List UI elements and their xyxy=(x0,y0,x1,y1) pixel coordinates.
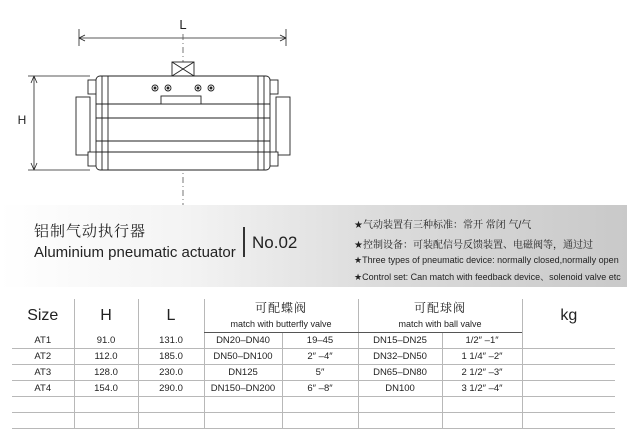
cell-ball-in: 2 1/2″ –3″ xyxy=(442,365,522,381)
cell-size: AT3 xyxy=(12,365,74,381)
cell-size: AT1 xyxy=(12,333,74,349)
cell-butterfly-dn: DN150–DN200 xyxy=(204,381,282,397)
cell-h: 91.0 xyxy=(74,333,138,349)
table-row xyxy=(12,349,615,365)
header-ball-en: match with ball valve xyxy=(358,316,522,333)
cell-l: 290.0 xyxy=(138,381,204,397)
cell-ball-dn: DN65–DN80 xyxy=(358,365,442,381)
cell-l: 131.0 xyxy=(138,333,204,349)
cell-size: AT2 xyxy=(12,349,74,365)
note-standards-zh: ★气动装置有三种标准：常开 常闭 气/气 xyxy=(354,220,532,231)
header-butterfly-en: match with butterfly valve xyxy=(204,316,358,333)
cell-kg xyxy=(522,381,615,397)
cell-ball-dn: DN100 xyxy=(358,381,442,397)
model-number: No.02 xyxy=(252,233,298,252)
cell-kg xyxy=(522,349,615,365)
cell-butterfly-in: 2″ –4″ xyxy=(282,349,358,365)
header-kg: kg xyxy=(522,299,615,333)
notes-area xyxy=(350,205,627,287)
header-size: Size xyxy=(27,306,59,324)
note-control-zh: ★控制设备：可装配信号反馈装置、电磁阀等，通过过 xyxy=(354,240,593,251)
cell-kg xyxy=(522,333,615,349)
table-row-empty xyxy=(12,397,615,413)
table-row xyxy=(12,381,615,397)
table-row-empty xyxy=(12,413,615,429)
table-row xyxy=(12,333,615,349)
header-l: L xyxy=(138,299,204,333)
cell-h: 154.0 xyxy=(74,381,138,397)
cell-ball-in: 3 1/2″ –4″ xyxy=(442,381,522,397)
cell-butterfly-dn: DN50–DN100 xyxy=(204,349,282,365)
cell-size: AT4 xyxy=(12,381,74,397)
header-butterfly-zh: 可配蝶阀 xyxy=(204,299,358,316)
cell-ball-in: 1 1/4″ –2″ xyxy=(442,349,522,365)
cell-l: 230.0 xyxy=(138,365,204,381)
cell-butterfly-in: 6″ –8″ xyxy=(282,381,358,397)
header-ball-zh: 可配球阀 xyxy=(358,299,522,316)
product-title-zh: 铝制气动执行器 xyxy=(34,223,147,240)
table-row xyxy=(12,365,615,381)
cell-ball-in: 1/2″ –1″ xyxy=(442,333,522,349)
note-control-en: ★Control set: Can match with feedback device、solenoid valve etc xyxy=(354,272,621,282)
cell-kg xyxy=(522,365,615,381)
note-standards-en: ★Three types of pneumatic device: normally closed,normally open xyxy=(354,255,619,265)
actuator-drawing xyxy=(0,0,627,205)
cell-ball-dn: DN15–DN25 xyxy=(358,333,442,349)
cell-butterfly-in: 5″ xyxy=(282,365,358,381)
dim-height-label: H xyxy=(17,113,27,127)
product-title-en: Aluminium pneumatic actuator xyxy=(34,244,236,261)
dim-length-label: L xyxy=(179,17,187,32)
cell-h: 112.0 xyxy=(74,349,138,365)
cell-l: 185.0 xyxy=(138,349,204,365)
cell-butterfly-in: 19–45 xyxy=(282,333,358,349)
spec-table xyxy=(12,299,615,429)
header-h: H xyxy=(74,299,138,333)
cell-butterfly-dn: DN20–DN40 xyxy=(204,333,282,349)
cell-ball-dn: DN32–DN50 xyxy=(358,349,442,365)
cell-h: 128.0 xyxy=(74,365,138,381)
cell-butterfly-dn: DN125 xyxy=(204,365,282,381)
title-divider xyxy=(243,227,245,257)
